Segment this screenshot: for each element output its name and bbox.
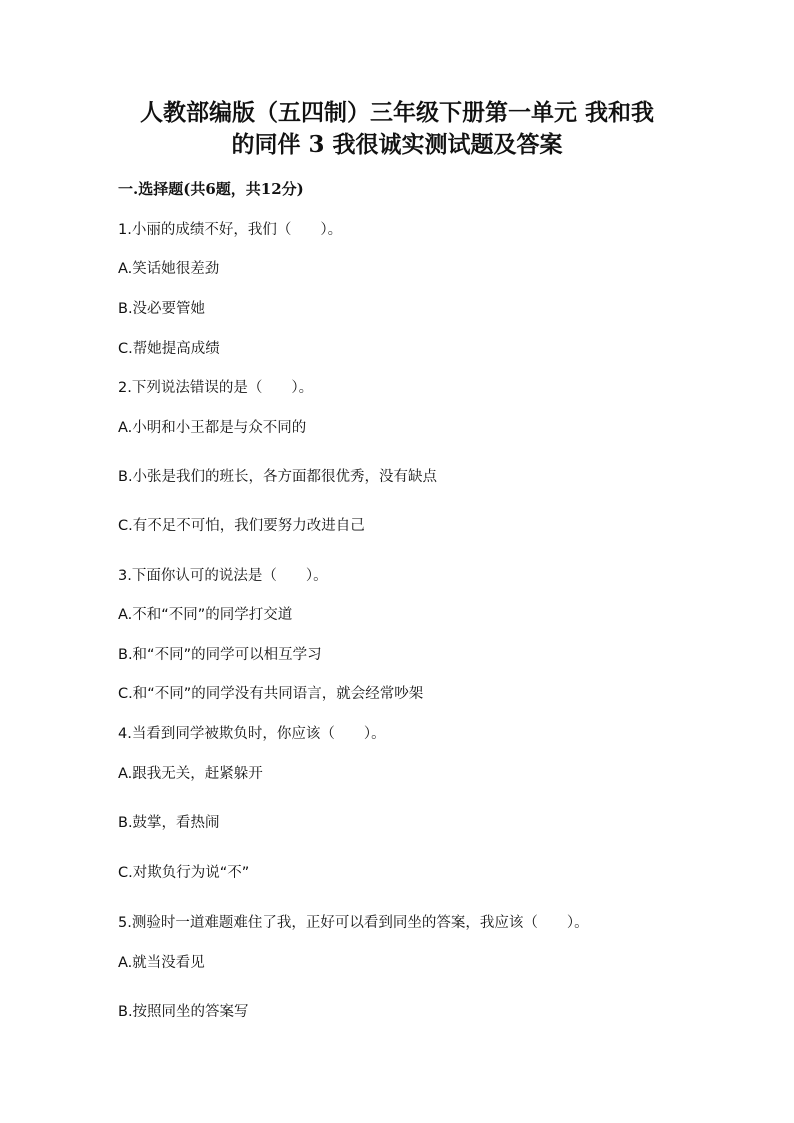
question-2-option-a: A.小明和小王都是与众不同的: [118, 420, 307, 436]
question-3-stem: 3.下面你认可的说法是（ ）。: [118, 568, 328, 584]
question-2-option-c: C.有不足不可怕，我们要努力改进自己: [118, 518, 365, 534]
question-5-option-a: A.就当没看见: [118, 955, 205, 971]
question-5-stem: 5.测验时一道难题难住了我，正好可以看到同坐的答案，我应该（ ）。: [118, 915, 589, 931]
question-1-option-c: C.帮她提高成绩: [118, 341, 220, 357]
question-4-option-b: B.鼓掌，看热闹: [118, 815, 220, 831]
document-title-line-2: 的同伴 3 我很诚实测试题及答案: [231, 131, 563, 158]
section-heading: 一.选择题(共6题，共12分): [118, 180, 304, 198]
question-2-stem: 2.下列说法错误的是（ ）。: [118, 380, 314, 396]
question-5-option-b: B.按照同坐的答案写: [118, 1004, 249, 1020]
question-3-option-c: C.和“不同”的同学没有共同语言，就会经常吵架: [118, 686, 424, 702]
question-1-option-a: A.笑话她很差劲: [118, 261, 220, 277]
document-title-line-1: 人教部编版（五四制）三年级下册第一单元 我和我: [139, 99, 654, 126]
question-4-option-c: C.对欺负行为说“不”: [118, 865, 250, 881]
question-2-option-b: B.小张是我们的班长，各方面都很优秀，没有缺点: [118, 469, 438, 485]
question-1-option-b: B.没必要管她: [118, 301, 206, 317]
question-1-stem: 1.小丽的成绩不好，我们（ ）。: [118, 222, 343, 238]
question-3-option-a: A.不和“不同”的同学打交道: [118, 607, 293, 623]
question-3-option-b: B.和“不同”的同学可以相互学习: [118, 647, 322, 663]
question-4-option-a: A.跟我无关，赶紧躲开: [118, 766, 263, 782]
question-4-stem: 4.当看到同学被欺负时，你应该（ ）。: [118, 726, 386, 742]
